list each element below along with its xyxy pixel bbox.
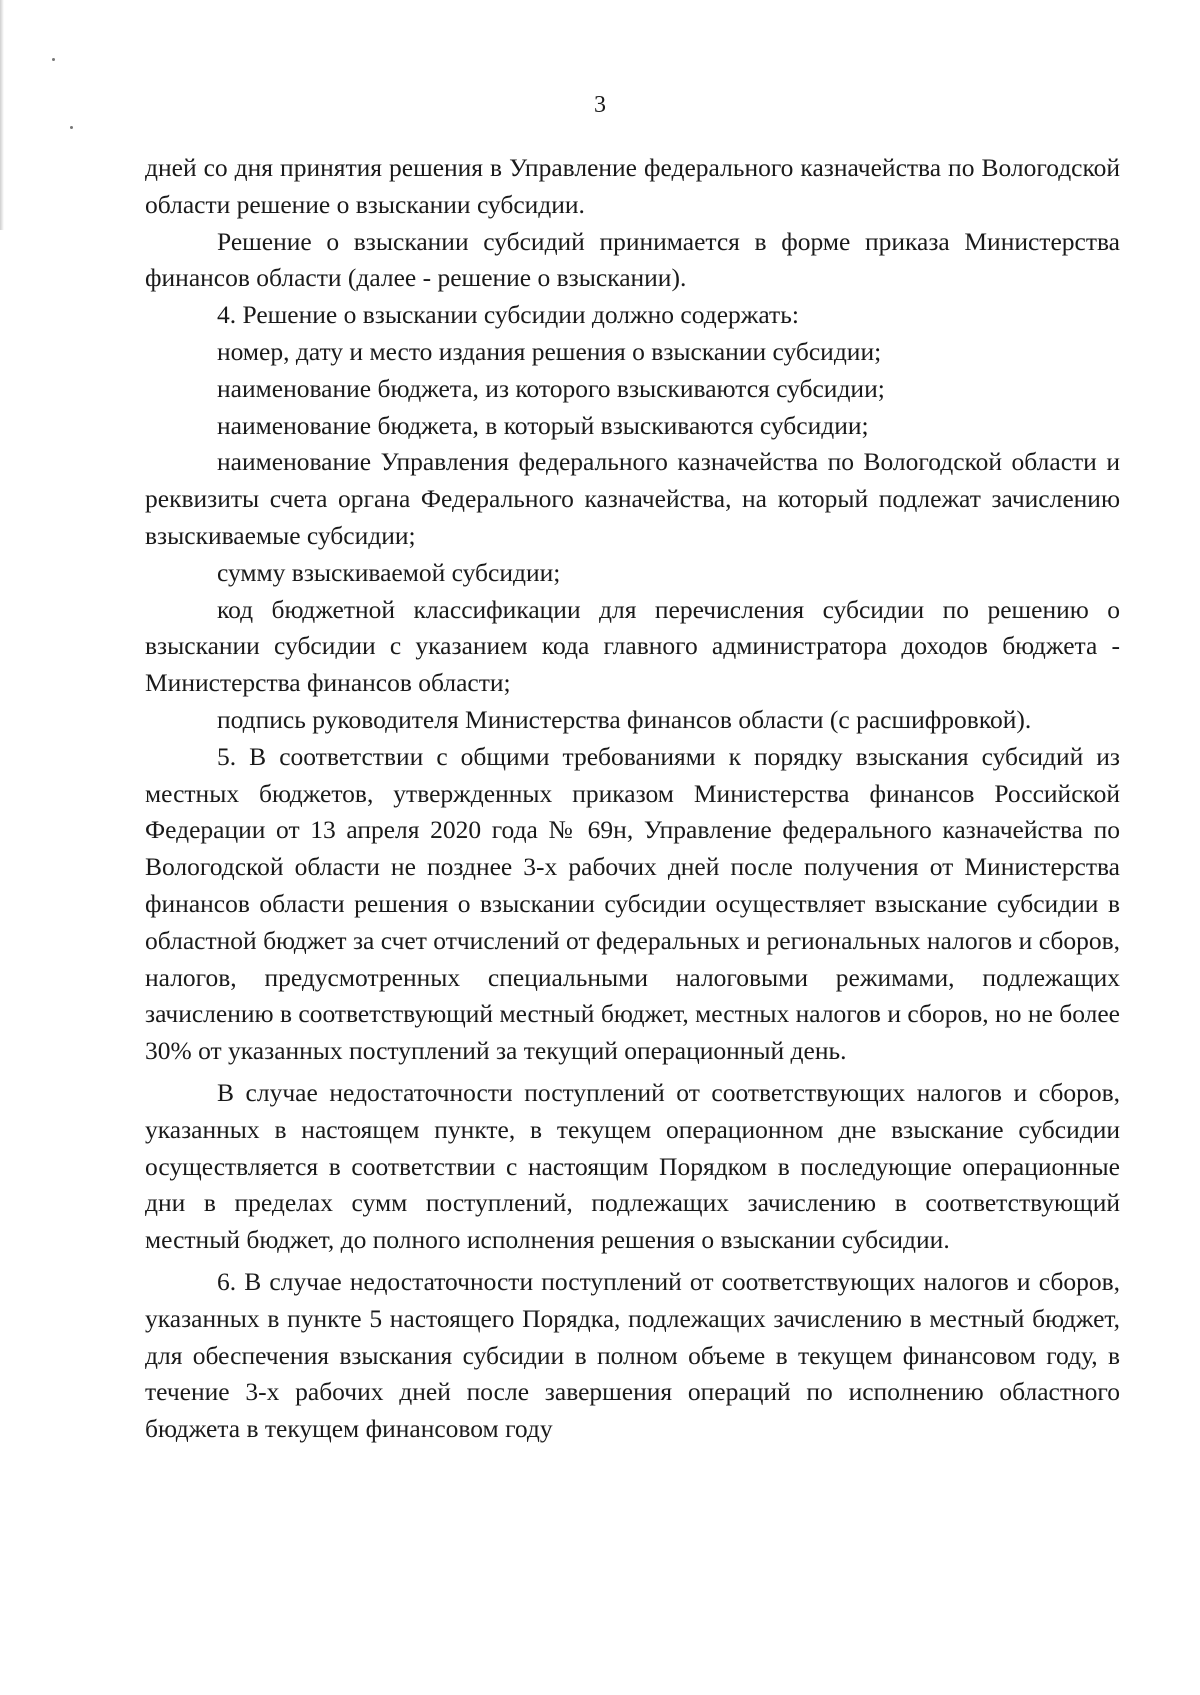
scan-speck <box>70 126 73 129</box>
paragraph: В случае недостаточности поступлений от соответствующих налогов и сборов, указанных в настоящем пункте, в текущем операционном дне взыскание субсидии осуществляется в соответствии с настоящим Порядком в последующие операционные дни в пределах сумм поступлений, подлежащих зачислению в соответствующий местный бюджет, до полного исполнения решения о взыскании субсидии. <box>145 1077 1120 1255</box>
page-number: 3 <box>594 92 606 118</box>
paragraph: 6. В случае недостаточности поступлений от соответствующих налогов и сборов, указанных в пункте 5 настоящего Порядка, подлежащих зачислению в местный бюджет, для обеспечения взыскания субсидии в полном объеме в текущем финансовом году, в течение 3-х рабочих дней после завершения операций по исполнению областного бюджета в текущем финансовом году <box>145 1266 1120 1444</box>
list-item: код бюджетной классификации для перечисления субсидии по решению о взыскании субсидии с указанием кода главного администратора доходов бюджета - Министерства финансов области; <box>145 594 1120 698</box>
paragraph: 5. В соответствии с общими требованиями к порядку взыскания субсидий из местных бюджетов, утвержденных приказом Министерства финансов Российской Федерации от 13 апреля 2020 года № 69н, Управление федерального казначейства по Вологодской области не позднее 3-х рабочих дней после получения от Министерства финансов области решения о взыскании субсидии осуществляет взыскание субсидии в областной бюджет за счет отчислений от федеральных и региональных налогов и сборов, налогов, предусмотренных специальными налоговыми режимами, подлежащих зачислению в соответствующий местный бюджет, местных налогов и сборов, но не более 30% от указанных поступлений за текущий операционный день. <box>145 741 1120 1066</box>
list-item: подпись руководителя Министерства финансов области (с расшифровкой). <box>217 704 1032 734</box>
list-item: наименование Управления федерального казначейства по Вологодской области и реквизиты счета органа Федерального казначейства, на который подлежат зачислению взыскиваемые субсидии; <box>145 447 1120 550</box>
list-item: наименование бюджета, из которого взыскиваются субсидии; <box>217 373 885 403</box>
list-item: номер, дату и место издания решения о взыскании субсидии; <box>217 336 882 366</box>
list-item: сумму взыскиваемой субсидии; <box>217 557 561 587</box>
paragraph: дней со дня принятия решения в Управление федерального казначейства по Вологодской области решение о взыскании субсидии. <box>145 153 1120 219</box>
scan-speck <box>52 58 55 61</box>
paragraph: 4. Решение о взыскании субсидии должно содержать: <box>217 300 799 330</box>
paragraph: Решение о взыскании субсидий принимается в форме приказа Министерства финансов области (далее - решение о взыскании). <box>145 226 1120 293</box>
list-item: наименование бюджета, в который взыскиваются субсидии; <box>217 410 869 440</box>
document-body <box>145 150 1120 1448</box>
